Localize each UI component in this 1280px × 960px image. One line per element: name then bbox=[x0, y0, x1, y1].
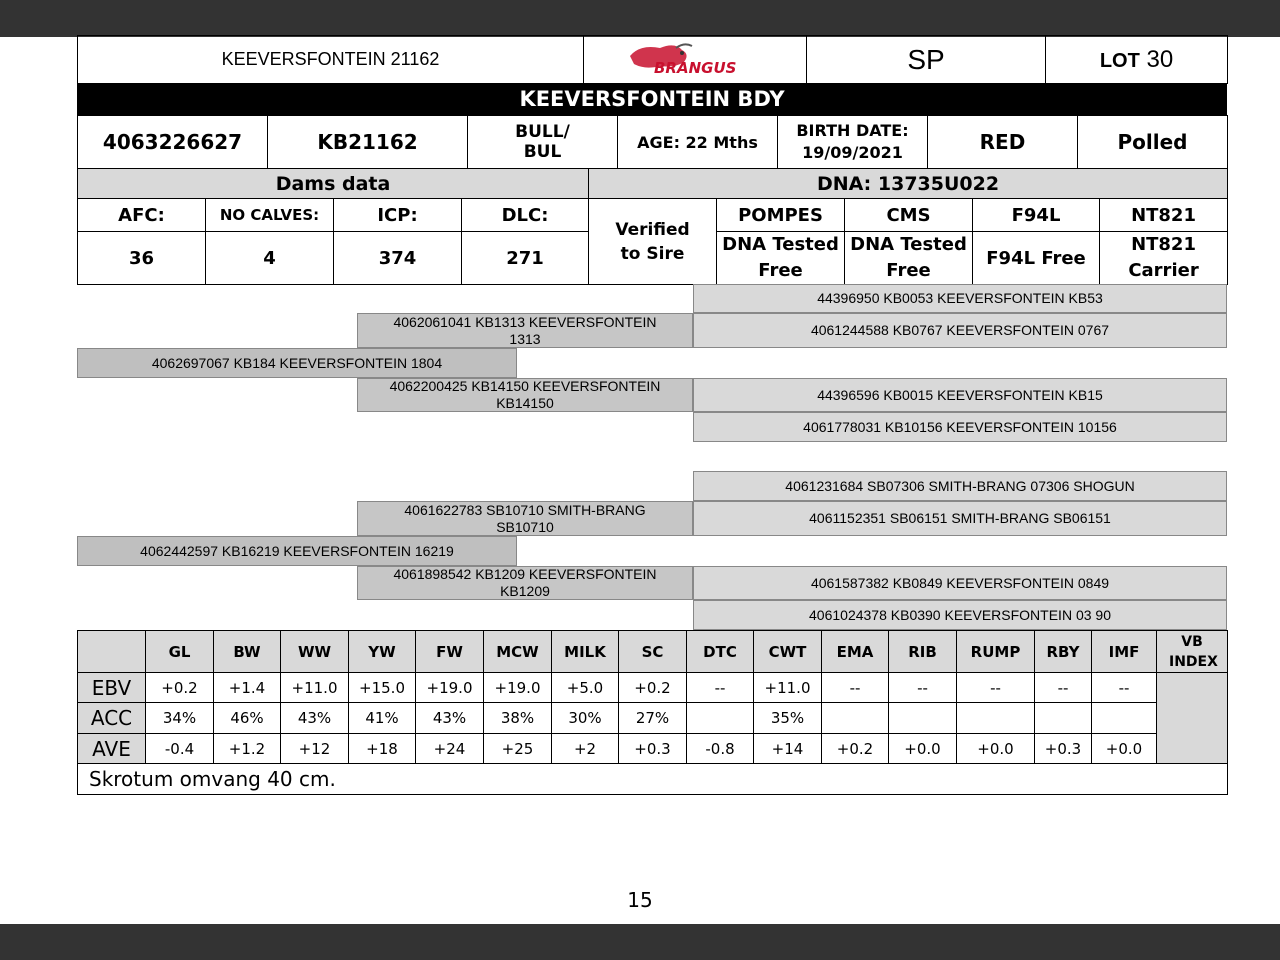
ebv-col-vb-index: VB INDEX bbox=[1157, 631, 1228, 673]
ebv-col-ww: WW bbox=[281, 631, 349, 673]
dams-value-icp: 374 bbox=[334, 232, 462, 285]
pedigree-sire-sire: 4062061041 KB1313 KEEVERSFONTEIN 1313 bbox=[357, 313, 693, 348]
dna-header-f94l: F94L bbox=[973, 199, 1100, 232]
birth-date-label: BIRTH DATE: bbox=[796, 121, 909, 140]
grade: SP bbox=[807, 36, 1046, 84]
ebv-row-acc bbox=[78, 703, 1228, 734]
ebv-col-rib: RIB bbox=[889, 631, 957, 673]
viewer-bottom-bar bbox=[0, 924, 1280, 960]
ebv-cell: +0.0 bbox=[957, 734, 1035, 764]
ebv-cell: +11.0 bbox=[754, 673, 822, 703]
notes: Skrotum omvang 40 cm. bbox=[78, 764, 1228, 795]
ebv-col-gl: GL bbox=[146, 631, 214, 673]
ebv-cell: +11.0 bbox=[281, 673, 349, 703]
ebv-row-ave bbox=[78, 734, 1228, 764]
ebv-cell: +18 bbox=[349, 734, 416, 764]
dams-dna-table bbox=[77, 168, 1228, 285]
title-bar: KEEVERSFONTEIN BDY bbox=[77, 83, 1227, 115]
dams-header-calves: NO CALVES: bbox=[206, 199, 334, 232]
pedigree-dam: 4062442597 KB16219 KEEVERSFONTEIN 16219 bbox=[77, 536, 517, 566]
pedigree-dam-sire: 4061622783 SB10710 SMITH-BRANG SB10710 bbox=[357, 501, 693, 536]
ebv-cell: +0.3 bbox=[619, 734, 687, 764]
ebv-cell: +0.2 bbox=[146, 673, 214, 703]
ebv-cell: +19.0 bbox=[484, 673, 552, 703]
ebv-cell bbox=[822, 703, 889, 734]
pedigree-sd-dam: 4061778031 KB10156 KEEVERSFONTEIN 10156 bbox=[693, 412, 1227, 442]
ebv-cell: -- bbox=[822, 673, 889, 703]
dna-value-cms: DNA Tested Free bbox=[845, 232, 973, 285]
ebv-cell: 38% bbox=[484, 703, 552, 734]
ebv-col-cwt: CWT bbox=[754, 631, 822, 673]
lot-cell bbox=[1046, 36, 1228, 84]
ebv-cell: 43% bbox=[281, 703, 349, 734]
lot-label: LOT bbox=[1099, 49, 1140, 72]
ebv-col-mcw: MCW bbox=[484, 631, 552, 673]
dna-value-nt821: NT821 Carrier bbox=[1100, 232, 1228, 285]
dna-title: DNA: 13735U022 bbox=[589, 169, 1228, 199]
ebv-cell bbox=[889, 703, 957, 734]
ebv-cell: +19.0 bbox=[416, 673, 484, 703]
pedigree-ds-sire: 4061231684 SB07306 SMITH-BRANG 07306 SHOGUN bbox=[693, 471, 1227, 501]
ebv-cell: +0.0 bbox=[1092, 734, 1157, 764]
verified-to-sire: Verified to Sire bbox=[589, 199, 717, 285]
dna-header-nt821: NT821 bbox=[1100, 199, 1228, 232]
ebv-col-rby: RBY bbox=[1035, 631, 1092, 673]
ebv-cell: +2 bbox=[552, 734, 619, 764]
pedigree-ds-dam: 4061152351 SB06151 SMITH-BRANG SB06151 bbox=[693, 501, 1227, 536]
color: RED bbox=[928, 116, 1078, 169]
ebv-cell: +0.2 bbox=[822, 734, 889, 764]
dna-header-pompes: POMPES bbox=[717, 199, 845, 232]
pedigree-dd-sire: 4061587382 KB0849 KEEVERSFONTEIN 0849 bbox=[693, 566, 1227, 600]
dams-value-calves: 4 bbox=[206, 232, 334, 285]
age: AGE: 22 Mths bbox=[618, 116, 778, 169]
id-number: 4063226627 bbox=[78, 116, 268, 169]
pedigree-sire: 4062697067 KB184 KEEVERSFONTEIN 1804 bbox=[77, 348, 517, 378]
ebv-cell: +15.0 bbox=[349, 673, 416, 703]
dams-header-dlc: DLC: bbox=[462, 199, 589, 232]
ebv-cell: 46% bbox=[214, 703, 281, 734]
ebv-row-ebv bbox=[78, 673, 1228, 703]
tag: KB21162 bbox=[268, 116, 468, 169]
pedigree-sd-sire: 44396596 KB0015 KEEVERSFONTEIN KB15 bbox=[693, 378, 1227, 412]
header-table bbox=[77, 35, 1228, 84]
ebv-cell: +0.3 bbox=[1035, 734, 1092, 764]
ebv-cell: +25 bbox=[484, 734, 552, 764]
birth-date-cell bbox=[778, 116, 928, 169]
ebv-cell: +14 bbox=[754, 734, 822, 764]
ebv-col-yw: YW bbox=[349, 631, 416, 673]
ebv-row-label: EBV bbox=[78, 673, 146, 703]
dams-value-afc: 36 bbox=[78, 232, 206, 285]
page-number: 15 bbox=[627, 888, 653, 912]
id-table bbox=[77, 115, 1228, 169]
dams-header-icp: ICP: bbox=[334, 199, 462, 232]
dna-header-cms: CMS bbox=[845, 199, 973, 232]
ebv-row-label: ACC bbox=[78, 703, 146, 734]
ebv-cell bbox=[1035, 703, 1092, 734]
bull-logo-icon bbox=[620, 38, 770, 78]
ebv-table bbox=[77, 630, 1228, 795]
ebv-cell: -- bbox=[957, 673, 1035, 703]
polled: Polled bbox=[1078, 116, 1228, 169]
ebv-corner bbox=[78, 631, 146, 673]
dna-value-f94l: F94L Free bbox=[973, 232, 1100, 285]
dams-header-afc: AFC: bbox=[78, 199, 206, 232]
ebv-cell: -- bbox=[1092, 673, 1157, 703]
ebv-cell: -0.8 bbox=[687, 734, 754, 764]
ebv-col-bw: BW bbox=[214, 631, 281, 673]
ebv-cell: 35% bbox=[754, 703, 822, 734]
lot-number: 30 bbox=[1146, 45, 1174, 73]
ebv-cell: -- bbox=[889, 673, 957, 703]
ebv-cell: 27% bbox=[619, 703, 687, 734]
dams-value-dlc: 271 bbox=[462, 232, 589, 285]
ebv-cell: -- bbox=[1035, 673, 1092, 703]
animal-name-top: KEEVERSFONTEIN 21162 bbox=[78, 36, 584, 84]
pedigree-ss-dam: 4061244588 KB0767 KEEVERSFONTEIN 0767 bbox=[693, 313, 1227, 348]
ebv-cell: +0.2 bbox=[619, 673, 687, 703]
ebv-col-fw: FW bbox=[416, 631, 484, 673]
ebv-cell: 34% bbox=[146, 703, 214, 734]
ebv-cell: -- bbox=[687, 673, 754, 703]
sex: BULL/ BUL bbox=[468, 116, 618, 169]
ebv-cell bbox=[687, 703, 754, 734]
ebv-col-ema: EMA bbox=[822, 631, 889, 673]
ebv-col-imf: IMF bbox=[1092, 631, 1157, 673]
ebv-cell bbox=[1092, 703, 1157, 734]
ebv-cell: +1.4 bbox=[214, 673, 281, 703]
logo-text: BRANGUS bbox=[654, 58, 737, 77]
pedigree-dam-dam: 4061898542 KB1209 KEEVERSFONTEIN KB1209 bbox=[357, 566, 693, 600]
dna-value-pompes: DNA Tested Free bbox=[717, 232, 845, 285]
ebv-col-sc: SC bbox=[619, 631, 687, 673]
ebv-cell: +1.2 bbox=[214, 734, 281, 764]
viewer-top-bar bbox=[0, 0, 1280, 37]
pedigree-sire-dam: 4062200425 KB14150 KEEVERSFONTEIN KB14150 bbox=[357, 378, 693, 412]
ebv-cell: +12 bbox=[281, 734, 349, 764]
ebv-cell: 43% bbox=[416, 703, 484, 734]
ebv-col-rump: RUMP bbox=[957, 631, 1035, 673]
ebv-cell: -0.4 bbox=[146, 734, 214, 764]
pedigree-ss-sire: 44396950 KB0053 KEEVERSFONTEIN KB53 bbox=[693, 284, 1227, 313]
birth-date: 19/09/2021 bbox=[802, 143, 903, 162]
vb-index-value bbox=[1157, 673, 1228, 764]
ebv-cell bbox=[957, 703, 1035, 734]
ebv-row-label: AVE bbox=[78, 734, 146, 764]
ebv-cell: +5.0 bbox=[552, 673, 619, 703]
pedigree-dd-dam: 4061024378 KB0390 KEEVERSFONTEIN 03 90 bbox=[693, 600, 1227, 630]
ebv-cell: 30% bbox=[552, 703, 619, 734]
dams-data-title: Dams data bbox=[78, 169, 589, 199]
ebv-cell: +0.0 bbox=[889, 734, 957, 764]
ebv-cell: 41% bbox=[349, 703, 416, 734]
brangus-logo bbox=[584, 36, 807, 84]
ebv-cell: +24 bbox=[416, 734, 484, 764]
ebv-col-milk: MILK bbox=[552, 631, 619, 673]
ebv-col-dtc: DTC bbox=[687, 631, 754, 673]
